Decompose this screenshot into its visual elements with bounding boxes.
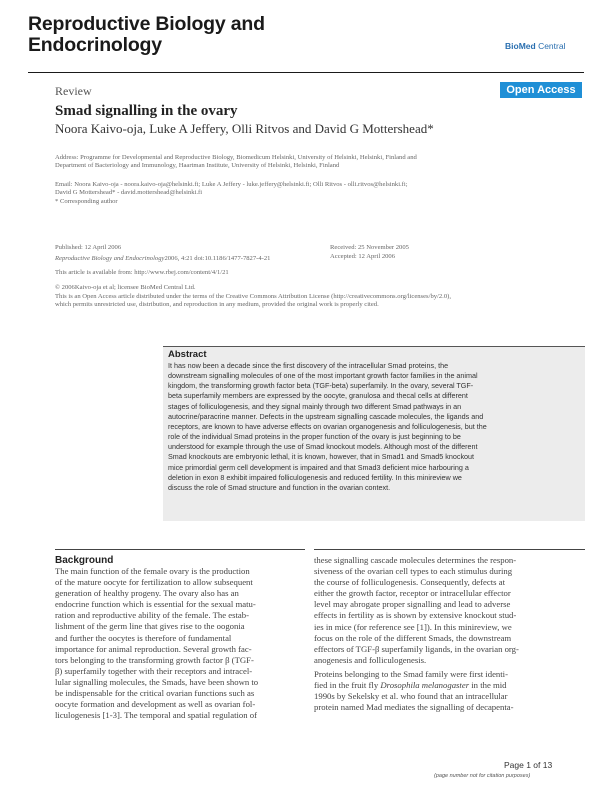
address-block: [55, 154, 585, 171]
para-line: importance for animal reproduction. Several growth fac-: [55, 643, 252, 654]
para-line: Proteins belonging to the Smad family were first identi-: [314, 669, 508, 679]
background-heading: Background: [55, 555, 114, 566]
article-url[interactable]: This article is available from: http://www.rbej.com/content/4/1/21: [55, 269, 229, 276]
copyright-notice: © 2006Kaivo-oja et al; licensee BioMed Central Ltd.: [55, 284, 196, 291]
abstract-text: [168, 361, 580, 493]
para-line: either the growth factor, receptor or intracellular effector: [314, 588, 511, 599]
para-line: 1990s by Sekelsky et al. who found that an intracellular: [314, 691, 508, 702]
left-column-rule: [55, 549, 305, 550]
author-list: Noora Kaivo-oja, Luke A Jeffery, Olli Ritvos and David G Mottershead*: [55, 121, 434, 136]
text-run: fied in the fruit fly: [314, 680, 381, 691]
citation-journal: Reproductive Biology and Endocrinology: [55, 255, 165, 262]
license-line-2: which permits unrestricted use, distribution, and reproduction in any medium, provided the original work is properly cited.: [55, 301, 379, 309]
para-line: tors belonging to the transforming growth factor β (TGF-: [55, 654, 254, 665]
abstract-line: stages of folliculogenesis, and they signal mainly through two different Smad pathways in an: [168, 401, 462, 411]
publisher-logo-bold: BioMed: [505, 41, 536, 51]
para-line: be indispensable for the critical ovarian functions such as: [55, 688, 255, 699]
citation: [55, 255, 325, 263]
abstract-line: discuss the role of Smad structure and function in the ovarian context.: [168, 482, 391, 492]
citation-details: 2006, 4:21 doi:10.1186/1477-7827-4-21: [164, 255, 271, 262]
abstract-line: autocrine/paracrine manner. Defects in the upstream signalling cascade molecules, the ligands and: [168, 411, 484, 421]
abstract-line: It has now been a decade since the first discovery of the intracellular Smad proteins, the: [168, 361, 449, 370]
para-line: these signalling cascade molecules determines the respon-: [314, 555, 517, 565]
header-divider: [28, 72, 584, 73]
abstract-line: downstream signalling molecules of one of the most important growth factor families in the animal: [168, 371, 478, 381]
para-line: oocyte formation and development as well as ovarian fol-: [55, 699, 256, 710]
para-line: effectors of TGF-β superfamily ligands, in the ovarian org-: [314, 643, 519, 654]
article-title: Smad signalling in the ovary: [55, 103, 238, 119]
para-line: lishment of the germ line that gives rise to the oogonia: [55, 621, 245, 632]
page-number: Page 1 of 13: [504, 760, 553, 770]
para-line: ration and reproductive ability of the female. The estab-: [55, 610, 250, 621]
species-name: Drosophila melanogaster: [380, 680, 470, 691]
para-line: of the mature oocyte for fertilization to allow subsequent: [55, 577, 253, 588]
address-line-1: Address: Programme for Developmental and Reproductive Biology, Biomedicum Helsinki, University of Helsinki, Helsinki, Finland and: [55, 154, 417, 161]
corresponding-author-note: * Corresponding author: [55, 197, 118, 205]
abstract-line: role of the individual Smad proteins in the proper function of the ovary is just beginning to be: [168, 432, 461, 442]
abstract-line: receptors, are known to have adverse effects on ovarian organogenesis and folliculogenesis, but the: [168, 421, 487, 431]
para-line: ies in mice (for reference see [1]). In this minireview, we: [314, 621, 512, 632]
journal-title-line-2: Endocrinology: [28, 34, 162, 56]
background-right-column-para-2: [314, 669, 585, 713]
license-line-1[interactable]: This is an Open Access article distributed under the terms of the Creative Commons Attribution License (http://creativecommons.org/licenses/by/2.0),: [55, 293, 451, 300]
para-line: the course of folliculogenesis. Consequently, defects at: [314, 577, 505, 588]
background-left-column: [55, 566, 305, 721]
para-line: β) superfamily together with their receptors and intracel-: [55, 665, 253, 676]
publisher-logo-rest: Central: [535, 41, 566, 51]
abstract-heading: Abstract: [168, 349, 207, 360]
para-line: The main function of the female ovary is the production: [55, 566, 250, 576]
published-date: Published: 12 April 2006: [55, 244, 122, 251]
para-line: and further the oocytes is therefore of fundamental: [55, 632, 232, 643]
received-date: Received: 25 November 2005: [330, 244, 409, 251]
para-line: siveness of the ovarian cell types to each stimulus during: [314, 566, 513, 577]
para-line: liculogenesis [1-3]. The temporal and spatial regulation of: [55, 710, 258, 721]
article-type: Review: [55, 84, 92, 98]
para-line: focus on the role of the different Smads, the downstream: [314, 632, 512, 643]
para-line: level may abrogate proper signalling and lead to adverse: [314, 599, 511, 610]
para-line: anogenesis and folliculogenesis.: [314, 654, 427, 665]
accepted-date: Accepted: 12 April 2006: [330, 253, 396, 260]
right-column-rule: [314, 549, 585, 550]
open-access-badge: Open Access: [500, 82, 582, 98]
background-right-column-para-1: [314, 555, 585, 666]
abstract-line: kingdom, the transforming growth factor beta (TGF-beta) superfamily. In the ovary, several TGF-: [168, 381, 474, 391]
page-number-note: (page number not for citation purposes): [434, 773, 531, 779]
para-line: effects in fertility as is shown by extensive knockout stud-: [314, 610, 517, 621]
para-line: protein named Mad mediates the signalling of decapenta-: [314, 702, 514, 713]
address-line-2: Department of Bacteriology and Immunology, Haartman Institute, University of Helsinki, Helsinki, Finland: [55, 162, 340, 170]
license-notice: [55, 293, 585, 310]
abstract-line: beta superfamily members are expressed by the oocyte, granulosa and thecal cells at different: [168, 391, 468, 401]
journal-title: [28, 14, 265, 56]
abstract-line: Smad knockouts are embryonic lethal, it is known, however, that in Smad1 and Smad5 knockout: [168, 452, 475, 462]
para-line: generation of healthy progeny. The ovary also has an: [55, 588, 239, 599]
para-line: [314, 680, 585, 691]
journal-title-line-1: Reproductive Biology and: [28, 13, 265, 35]
email-block: [55, 181, 585, 206]
email-line-2[interactable]: David G Mottershead* - david.mottershead@helsinki.fi: [55, 189, 203, 197]
abstract-line: mice primordial germ cell development is impaired and that Smad3 deficient mice harbouring a: [168, 462, 469, 472]
abstract-line: understood for example through the use of Smad knockout models. Although most of the different: [168, 442, 478, 452]
abstract-line: deletion in exon 8 exhibit impaired folliculogenesis and reduced fertility. In this minireview we: [168, 472, 462, 482]
text-run: in the mid: [469, 680, 507, 691]
para-line: lular signalling molecules, the Smads, have been shown to: [55, 676, 259, 687]
publisher-logo: [505, 41, 565, 51]
para-line: endocrine function which is essential for the sexual matu-: [55, 599, 256, 610]
email-line-1[interactable]: Email: Noora Kaivo-oja - noora.kaivo-oja@helsinki.fi; Luke A Jeffery - luke.jeffery@helsinki.fi; Olli Ritvos - olli.ritvos@helsinki.fi;: [55, 181, 408, 188]
